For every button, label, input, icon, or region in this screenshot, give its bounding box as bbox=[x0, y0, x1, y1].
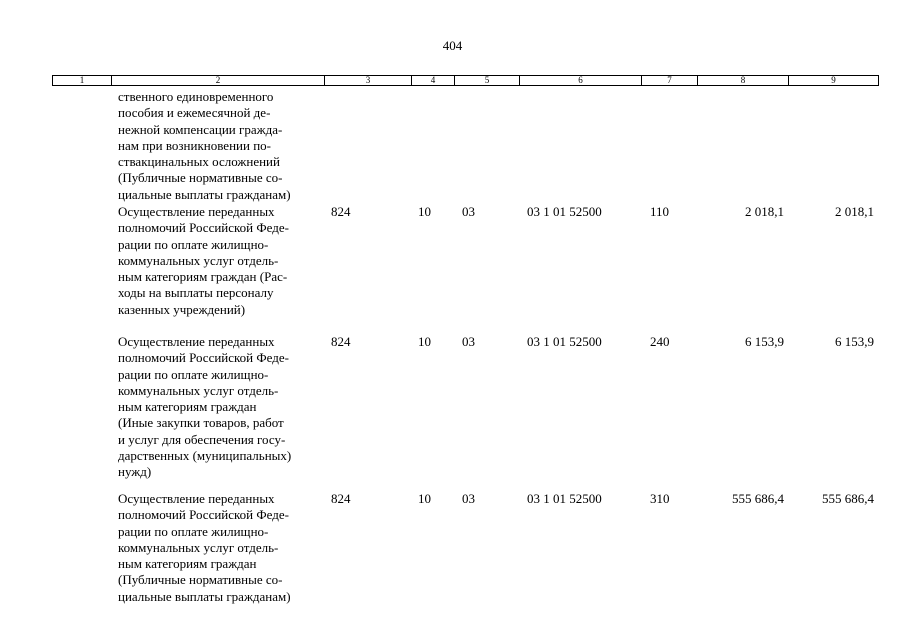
row-amount-1: 2 018,1 bbox=[745, 204, 784, 219]
row-expense-type: 240 bbox=[650, 334, 670, 349]
row-name: Осуществление переданных полномочий Российской Феде- рации по оплате жилищно- коммунальных услуг отдель- ным категориям граждан (Иные закупки товаров, работ и услуг для обеспечения госу- дарственных (муниципальных) нужд) bbox=[118, 334, 292, 480]
row-amount-2: 2 018,1 bbox=[835, 204, 874, 219]
column-header-4: 4 bbox=[412, 76, 455, 86]
continuation-text: ственного единовременного пособия и ежемесячной де- нежной компенсации гражда- нам при возникновении по- ствакцинальных осложнений (Публичные нормативные со- циальные выплаты гражданам) bbox=[118, 89, 291, 202]
row-amount-2: 6 153,9 bbox=[835, 334, 874, 349]
row-subsection-code: 03 bbox=[462, 334, 475, 349]
row-ministry-code: 824 bbox=[331, 491, 351, 506]
table-row bbox=[0, 204, 905, 334]
column-header-table bbox=[52, 75, 879, 86]
column-header-5: 5 bbox=[455, 76, 520, 86]
row-amount-1: 6 153,9 bbox=[745, 334, 784, 349]
continuation-row bbox=[0, 89, 905, 204]
row-amount-2: 555 686,4 bbox=[822, 491, 874, 506]
row-target-article: 03 1 01 52500 bbox=[527, 491, 602, 506]
row-subsection-code: 03 bbox=[462, 491, 475, 506]
row-target-article: 03 1 01 52500 bbox=[527, 204, 602, 219]
row-ministry-code: 824 bbox=[331, 204, 351, 219]
column-header-7: 7 bbox=[642, 76, 698, 86]
row-section-code: 10 bbox=[418, 334, 431, 349]
column-header-row bbox=[53, 76, 879, 86]
row-ministry-code: 824 bbox=[331, 334, 351, 349]
row-expense-type: 310 bbox=[650, 491, 670, 506]
column-header-6: 6 bbox=[520, 76, 642, 86]
table-row bbox=[0, 491, 905, 611]
column-header-9: 9 bbox=[789, 76, 879, 86]
row-target-article: 03 1 01 52500 bbox=[527, 334, 602, 349]
row-section-code: 10 bbox=[418, 491, 431, 506]
row-name: Осуществление переданных полномочий Российской Феде- рации по оплате жилищно- коммунальных услуг отдель- ным категориям граждан (Публичные нормативные со- циальные выплаты гражданам) bbox=[118, 491, 291, 604]
table-body bbox=[0, 89, 905, 611]
column-header-1: 1 bbox=[53, 76, 112, 86]
table-row bbox=[0, 334, 905, 491]
row-section-code: 10 bbox=[418, 204, 431, 219]
column-header-2: 2 bbox=[112, 76, 325, 86]
page-number: 404 bbox=[442, 38, 463, 53]
row-name: Осуществление переданных полномочий Российской Феде- рации по оплате жилищно- коммунальных услуг отдель- ным категориям граждан (Рас- ходы на выплаты персоналу казенных учреждений) bbox=[118, 204, 289, 317]
column-header-8: 8 bbox=[698, 76, 789, 86]
row-subsection-code: 03 bbox=[462, 204, 475, 219]
row-amount-1: 555 686,4 bbox=[732, 491, 784, 506]
row-expense-type: 110 bbox=[650, 204, 670, 219]
column-header-3: 3 bbox=[325, 76, 412, 86]
